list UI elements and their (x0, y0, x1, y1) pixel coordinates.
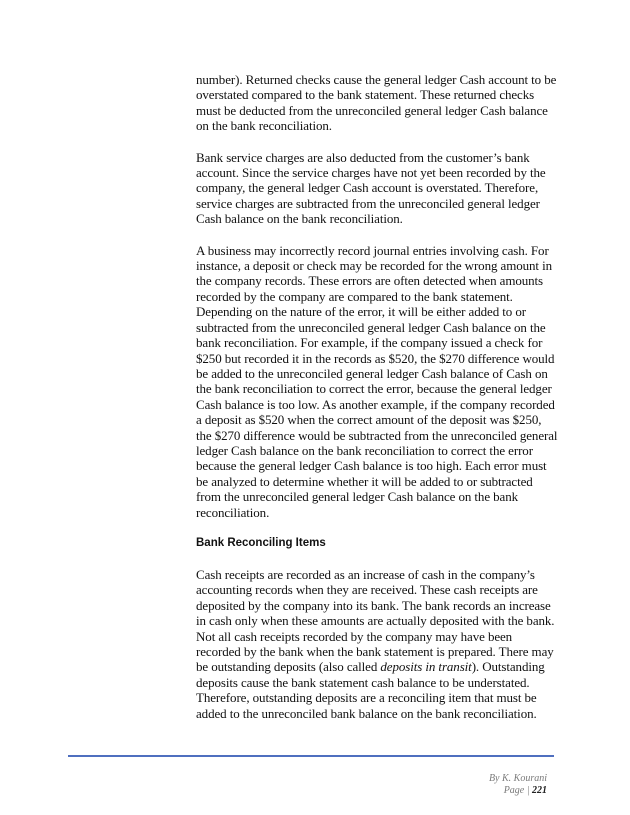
page-number: 221 (532, 785, 547, 796)
footer-page (489, 785, 547, 797)
paragraph-service-charges: Bank service charges are also deducted from the customer’s bank account. Since the service charges have not yet been recorded by the company, the general ledger Cash account is overstated. Therefore, service charges are subtracted from the unreconciled general ledger Cash balance on the bank reconciliation. (196, 149, 546, 227)
footer-author: By K. Kourani (488, 773, 547, 784)
paragraph-cash-receipts (196, 567, 558, 721)
paragraph-text: Cash receipts are recorded as an increase of cash in the company’s accounting records when they are received. These cash receipts are deposited by the company into its bank. The bank records an increase in cash only when these amounts are actually deposited with the bank. Not all cash receipts recorded by the company may have been recorded by the bank when the bank statement is prepared. There may be outstanding deposits (also called (196, 566, 555, 675)
paragraph-returned-checks: number). Returned checks cause the general ledger Cash account to be overstated compared to the bank statement. These returned checks must be deducted from the unreconciled general ledger Cash balance on the bank reconciliation. (196, 72, 557, 134)
page-footer (489, 773, 547, 797)
italic-term: deposits in transit (380, 659, 472, 675)
section-heading: Bank Reconciling Items (196, 536, 326, 549)
paragraph-text: ). Outstanding deposits cause the bank statement cash balance to be understated. Therefore, outstanding deposits are a reconciling item that must be added to the unreconciled bank balance on the bank reconciliation. (196, 659, 545, 721)
paragraph-recording-errors: A business may incorrectly record journal entries involving cash. For instance, a deposit or check may be recorded for the wrong amount in the company records. These errors are often detected when amounts recorded by the company are compared to the bank statement. Depending on the nature of the error, it will be either added to or subtracted from the unreconciled general ledger Cash balance on the bank reconciliation. For example, if the company issued a check for $250 but recorded it in the records as $520, the $270 difference would be added to the unreconciled general ledger Cash balance of Cash on the bank reconciliation to correct the error, because the general ledger Cash balance is too low. As another example, if the company recorded a deposit as $520 when the correct amount of the deposit was $250, the $270 difference would be subtracted from the unreconciled general ledger Cash balance on the bank reconciliation to correct the error because the general ledger Cash balance is too high. Each error must be analyzed to determine whether it will be added to or subtracted from the unreconciled general ledger Cash balance on the bank reconciliation. (196, 242, 558, 520)
page-body (196, 72, 558, 737)
footer-divider (68, 755, 554, 757)
page-label: Page | (503, 785, 532, 796)
